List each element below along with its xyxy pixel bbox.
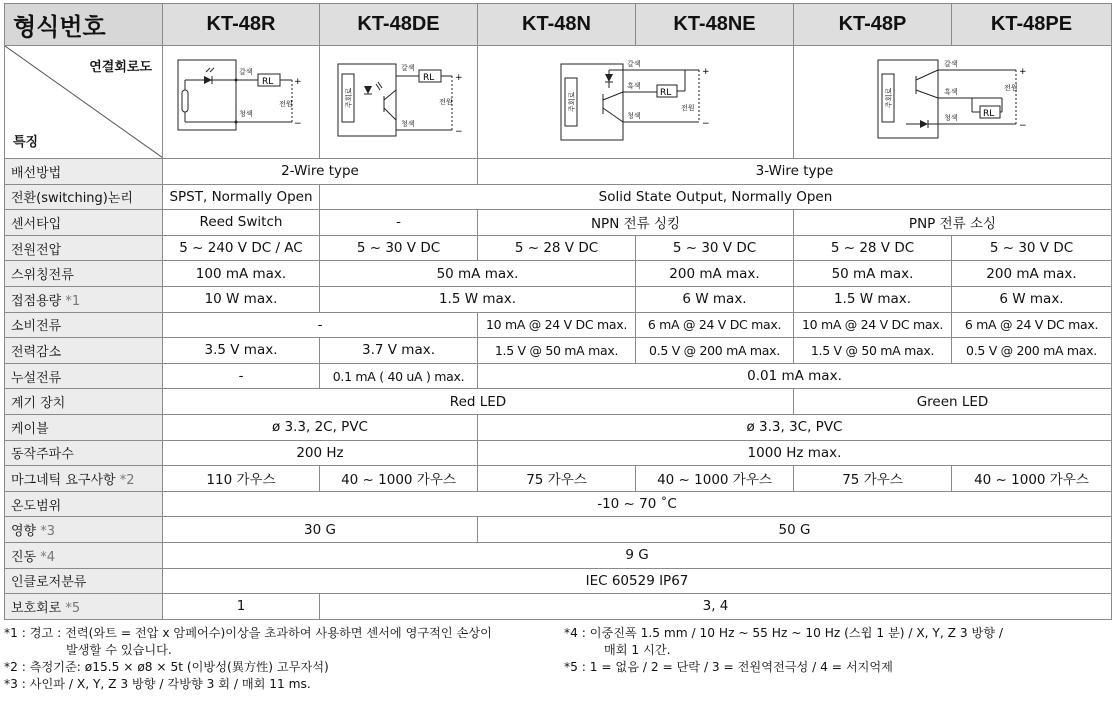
optocoupler-circuit-icon <box>324 50 474 150</box>
cell: 6 W max. <box>636 286 794 312</box>
footnote-2: *2 : 측정기준: ø15.5 × ø8 × 5t (이방성(異方性) 고무자석) <box>4 659 329 674</box>
cell: 3.5 V max. <box>163 338 320 364</box>
load-label: RL <box>659 88 671 98</box>
model-kt-48p: KT-48P <box>794 4 952 46</box>
model-kt-48r: KT-48R <box>163 4 320 46</box>
model-kt-48ne: KT-48NE <box>636 4 794 46</box>
circuit-kt-48n-ne <box>478 46 794 159</box>
row-current-consumption <box>5 312 1112 338</box>
footnote-1-line-2: 발생할 수 있습니다. <box>66 642 172 657</box>
footnote-1-line-1: *1 : 경고 : 전력(와트 = 전압 x 암페어수)이상을 초과하여 사용하면 센서에 영구적인 손상이 <box>4 625 492 640</box>
plus-sign: + <box>454 73 463 83</box>
blue-wire-label: 청색 <box>943 114 958 122</box>
black-wire-label: 흑색 <box>943 88 958 96</box>
row-label-text: 진동 <box>11 549 37 565</box>
minus-sign: − <box>701 119 710 129</box>
footnote-ref: *1 <box>65 293 81 309</box>
spec-sheet <box>4 3 1115 695</box>
footnote-ref: *5 <box>65 600 81 616</box>
power-label: 전원 <box>1003 84 1018 92</box>
cell: 1.5 V @ 50 mA max. <box>478 338 636 364</box>
cell: Green LED <box>794 389 1112 415</box>
brown-wire-label: 갈색 <box>239 68 253 76</box>
row-label: 소비전류 <box>5 312 163 338</box>
cell: 5 ~ 30 V DC <box>636 235 794 261</box>
cell: 9 G <box>163 542 1112 568</box>
cell: Solid State Output, Normally Open <box>320 184 1112 210</box>
blue-wire-label: 청색 <box>400 120 415 128</box>
footnote-4-line-2: 매회 1 시간. <box>604 642 671 657</box>
cell: 5 ~ 30 V DC <box>952 235 1112 261</box>
model-number-title: 형식번호 <box>5 4 163 46</box>
cell: 5 ~ 28 V DC <box>794 235 952 261</box>
row-label: 동작주파수 <box>5 440 163 466</box>
plus-sign: + <box>1018 67 1027 77</box>
row-label: 전원전압 <box>5 235 163 261</box>
cell: 1.5 W max. <box>320 286 636 312</box>
cell: 200 mA max. <box>952 261 1112 287</box>
cell: 30 G <box>163 517 478 543</box>
row-label: 인클로저분류 <box>5 568 163 594</box>
footnote-4-line-1: *4 : 이중진폭 1.5 mm / 10 Hz ~ 55 Hz ~ 10 Hz (스윕 1 분) / X, Y, Z 3 방향 / <box>564 625 1004 640</box>
cell: 200 mA max. <box>636 261 794 287</box>
cell: 3-Wire type <box>478 159 1112 185</box>
reed-switch-circuit-icon <box>166 50 316 150</box>
model-kt-48n: KT-48N <box>478 4 636 46</box>
main-circuit-label: 주회로 <box>344 87 353 108</box>
row-cable <box>5 414 1112 440</box>
cell: 110 가우스 <box>163 466 320 492</box>
plus-sign: + <box>701 67 710 77</box>
model-kt-48de: KT-48DE <box>320 4 478 46</box>
cell: 40 ~ 1000 가우스 <box>320 466 478 492</box>
row-label-text: 보호회로 <box>11 600 62 616</box>
power-label: 전원 <box>680 104 695 112</box>
plus-sign: + <box>294 77 302 87</box>
row-voltage-drop <box>5 338 1112 364</box>
row-label <box>5 517 163 543</box>
pnp-circuit-icon <box>868 50 1038 150</box>
row-indicator <box>5 389 1112 415</box>
cell: - <box>320 210 478 236</box>
cell: - <box>163 312 478 338</box>
cell: 3, 4 <box>320 594 1112 620</box>
cell: 10 mA @ 24 V DC max. <box>794 312 952 338</box>
row-label: 누설전류 <box>5 363 163 389</box>
row-magnetic-requirement <box>5 466 1112 492</box>
cell: 75 가우스 <box>794 466 952 492</box>
cell: 10 mA @ 24 V DC max. <box>478 312 636 338</box>
row-label-text: 마그네틱 요구사항 <box>11 472 116 488</box>
row-label: 배선방법 <box>5 159 163 185</box>
cell: 5 ~ 30 V DC <box>320 235 478 261</box>
cell: ø 3.3, 2C, PVC <box>163 414 478 440</box>
circuit-kt-48r <box>163 46 320 159</box>
row-vibration <box>5 542 1112 568</box>
footnote-ref: *4 <box>40 549 56 565</box>
cell: IEC 60529 IP67 <box>163 568 1112 594</box>
row-contact-capacity <box>5 286 1112 312</box>
row-shock <box>5 517 1112 543</box>
cell: 0.01 mA max. <box>478 363 1112 389</box>
cell: 3.7 V max. <box>320 338 478 364</box>
row-wiring <box>5 159 1112 185</box>
cell: 5 ~ 28 V DC <box>478 235 636 261</box>
footnote-1 <box>4 625 492 659</box>
row-sensor-type <box>5 210 1112 236</box>
row-label <box>5 542 163 568</box>
row-label: 스위칭전류 <box>5 261 163 287</box>
cell: - <box>163 363 320 389</box>
model-header-row <box>5 4 1112 46</box>
row-protection-circuit <box>5 594 1112 620</box>
cell: ø 3.3, 3C, PVC <box>478 414 1112 440</box>
cell: 50 mA max. <box>794 261 952 287</box>
cell: 200 Hz <box>163 440 478 466</box>
brown-wire-label: 갈색 <box>400 64 415 72</box>
model-kt-48pe: KT-48PE <box>952 4 1112 46</box>
row-label <box>5 594 163 620</box>
row-label: 케이블 <box>5 414 163 440</box>
diagram-corner-cell <box>5 46 163 159</box>
cell: 6 mA @ 24 V DC max. <box>636 312 794 338</box>
cell: NPN 전류 싱킹 <box>478 210 794 236</box>
row-label <box>5 466 163 492</box>
row-label: 온도범위 <box>5 491 163 517</box>
cell: 1.5 V @ 50 mA max. <box>794 338 952 364</box>
row-switching-current <box>5 261 1112 287</box>
footnote-ref: *3 <box>40 524 56 540</box>
brown-wire-label: 갈색 <box>626 60 641 68</box>
row-operating-frequency <box>5 440 1112 466</box>
footnotes <box>4 625 1115 695</box>
minus-sign: − <box>294 119 302 129</box>
row-switching-logic <box>5 184 1112 210</box>
cell: 6 mA @ 24 V DC max. <box>952 312 1112 338</box>
row-enclosure <box>5 568 1112 594</box>
footnotes-right <box>564 625 1003 676</box>
cell: 40 ~ 1000 가우스 <box>636 466 794 492</box>
power-label: 전원 <box>438 98 453 106</box>
features-label: 특징 <box>13 135 39 150</box>
minus-sign: − <box>1018 121 1027 131</box>
main-circuit-label: 주회로 <box>567 91 576 112</box>
blue-wire-label: 청색 <box>626 112 641 120</box>
cell: 10 W max. <box>163 286 320 312</box>
cell: 75 가우스 <box>478 466 636 492</box>
npn-circuit-icon <box>551 50 721 150</box>
row-label-text: 영향 <box>11 524 37 540</box>
circuit-kt-48de <box>320 46 478 159</box>
load-label: RL <box>982 109 994 119</box>
brown-wire-label: 갈색 <box>943 60 958 68</box>
row-supply-voltage <box>5 235 1112 261</box>
cell: Reed Switch <box>163 210 320 236</box>
black-wire-label: 흑색 <box>626 82 641 90</box>
load-label: RL <box>262 77 274 87</box>
footnote-4 <box>564 625 1003 659</box>
cell: 5 ~ 240 V DC / AC <box>163 235 320 261</box>
cell: 50 G <box>478 517 1112 543</box>
footnote-5: *5 : 1 = 없음 / 2 = 단락 / 3 = 전원역전극성 / 4 = 서지억제 <box>564 659 893 674</box>
cell: 50 mA max. <box>320 261 636 287</box>
cell: 6 W max. <box>952 286 1112 312</box>
row-label: 계기 장치 <box>5 389 163 415</box>
circuit-diagram-row <box>5 46 1112 159</box>
cell: PNP 전류 소싱 <box>794 210 1112 236</box>
footnote-3: *3 : 사인파 / X, Y, Z 3 방향 / 각방향 3 회 / 매회 11 ms. <box>4 676 311 691</box>
row-label: 전환(switching)논리 <box>5 184 163 210</box>
power-label: 전원 <box>279 100 293 108</box>
cell: 0.1 mA ( 40 uA ) max. <box>320 363 478 389</box>
footnote-ref: *2 <box>119 472 135 488</box>
row-leakage-current <box>5 363 1112 389</box>
cell: 0.5 V @ 200 mA max. <box>636 338 794 364</box>
cell: 1.5 W max. <box>794 286 952 312</box>
cell: Red LED <box>163 389 794 415</box>
circuit-kt-48p-pe <box>794 46 1112 159</box>
footnotes-left <box>4 625 492 693</box>
cell: 1 <box>163 594 320 620</box>
row-label: 전력감소 <box>5 338 163 364</box>
cell: 40 ~ 1000 가우스 <box>952 466 1112 492</box>
cell: 100 mA max. <box>163 261 320 287</box>
load-label: RL <box>422 73 434 83</box>
row-label-text: 접점용량 <box>11 293 62 309</box>
circuit-label: 연결회로도 <box>89 60 152 75</box>
spec-table <box>4 3 1112 620</box>
minus-sign: − <box>454 127 463 137</box>
row-label <box>5 286 163 312</box>
row-label: 센서타입 <box>5 210 163 236</box>
cell: SPST, Normally Open <box>163 184 320 210</box>
main-circuit-label: 주회로 <box>884 87 893 108</box>
cell: 0.5 V @ 200 mA max. <box>952 338 1112 364</box>
blue-wire-label: 청색 <box>239 110 253 118</box>
cell: 1000 Hz max. <box>478 440 1112 466</box>
cell: 2-Wire type <box>163 159 478 185</box>
cell: -10 ~ 70 ˚C <box>163 491 1112 517</box>
row-temperature-range <box>5 491 1112 517</box>
